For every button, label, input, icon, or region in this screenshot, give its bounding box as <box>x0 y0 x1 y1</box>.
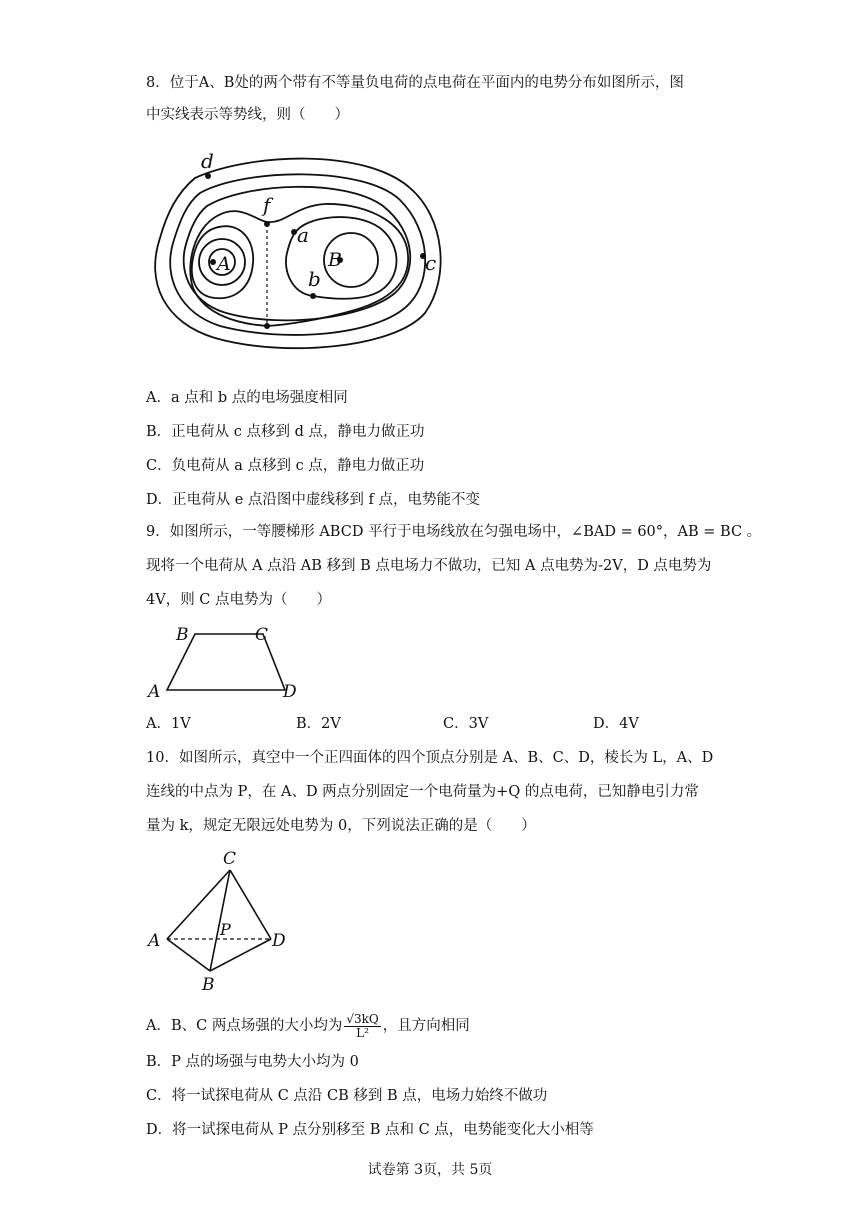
q10-option-d: D．将一试探电荷从 P 点分别移至 B 点和 C 点，电势能变化大小相等 <box>146 1122 594 1138</box>
q8-label-d: d <box>201 149 214 173</box>
q8-stem-line2: 中实线表示等势线，则（ ） <box>146 107 349 123</box>
q9-stem-line3: 4V，则 C 点电势为（ ） <box>146 592 332 608</box>
q9-label-D: D <box>283 682 297 702</box>
q8-stem-line1: 8．位于A、B处的两个带有不等量负电荷的点电荷在平面内的电势分布如图所示，图 <box>146 75 684 91</box>
q10-stem-line3: 量为 k，规定无限远处电势为 0，下列说法正确的是（ ） <box>146 818 536 834</box>
q10-tetrahedron-figure <box>145 845 305 995</box>
q8-option-c: C．负电荷从 a 点移到 c 点，静电力做正功 <box>146 458 425 474</box>
q9-label-A: A <box>148 682 161 702</box>
q10-option-a-prefix: A．B、C 两点场强的大小均为 <box>146 1018 343 1034</box>
q10-option-b: B．P 点的场强与电势大小均为 0 <box>146 1054 359 1070</box>
q8-label-A: A <box>217 253 231 275</box>
q9-stem-line1: 9．如图所示，一等腰梯形 ABCD 平行于电场线放在匀强电场中，∠BAD = 60°，AB = BC 。 <box>146 524 762 540</box>
q9-option-c: C．3V <box>443 716 489 732</box>
q8-label-f: f <box>263 193 271 217</box>
q10-label-P: P <box>220 920 231 939</box>
q10-fraction-denominator: L² <box>356 1025 369 1040</box>
page-footer: 试卷第 3页，共 5页 <box>367 1162 493 1178</box>
q10-label-D: D <box>272 931 286 951</box>
q9-option-a: A．1V <box>146 716 191 732</box>
q8-label-B: B <box>328 249 342 271</box>
q10-option-a-fraction <box>344 1013 380 1040</box>
q10-fraction-numerator: √3kQ <box>346 1011 379 1026</box>
q10-label-C: C <box>223 849 237 869</box>
q10-option-c: C．将一试探电荷从 C 点沿 CB 移到 B 点，电场力始终不做功 <box>146 1088 548 1104</box>
q8-label-c: c <box>425 251 437 275</box>
q9-label-C: C <box>255 625 269 645</box>
q10-label-B: B <box>202 975 215 995</box>
q9-stem-line2: 现将一个电荷从 A 点沿 AB 移到 B 点电场力不做功，已知 A 点电势为-2V，D 点电势为 <box>146 558 712 574</box>
q8-option-a: A．a 点和 b 点的电场强度相同 <box>146 390 348 406</box>
q9-option-d: D．4V <box>593 716 639 732</box>
q10-option-a-suffix: ，且方向相同 <box>382 1018 470 1034</box>
q9-option-b: B．2V <box>296 716 341 732</box>
q10-stem-line1: 10．如图所示，真空中一个正四面体的四个顶点分别是 A、B、C、D，棱长为 L，A、D <box>146 750 714 766</box>
q8-label-b: b <box>308 267 321 291</box>
q8-label-a: a <box>297 223 309 247</box>
q9-label-B: B <box>176 625 189 645</box>
q8-equipotential-figure <box>155 148 455 358</box>
q10-stem-line2: 连线的中点为 P，在 A、D 两点分别固定一个电荷量为+Q 的点电荷，已知静电引力常 <box>146 784 699 800</box>
q10-option-a <box>146 1012 470 1040</box>
q10-label-A: A <box>148 931 161 951</box>
q8-option-b: B．正电荷从 c 点移到 d 点，静电力做正功 <box>146 424 425 440</box>
q8-option-d: D．正电荷从 e 点沿图中虚线移到 f 点，电势能不变 <box>146 492 481 508</box>
q9-trapezoid-figure <box>145 622 315 702</box>
